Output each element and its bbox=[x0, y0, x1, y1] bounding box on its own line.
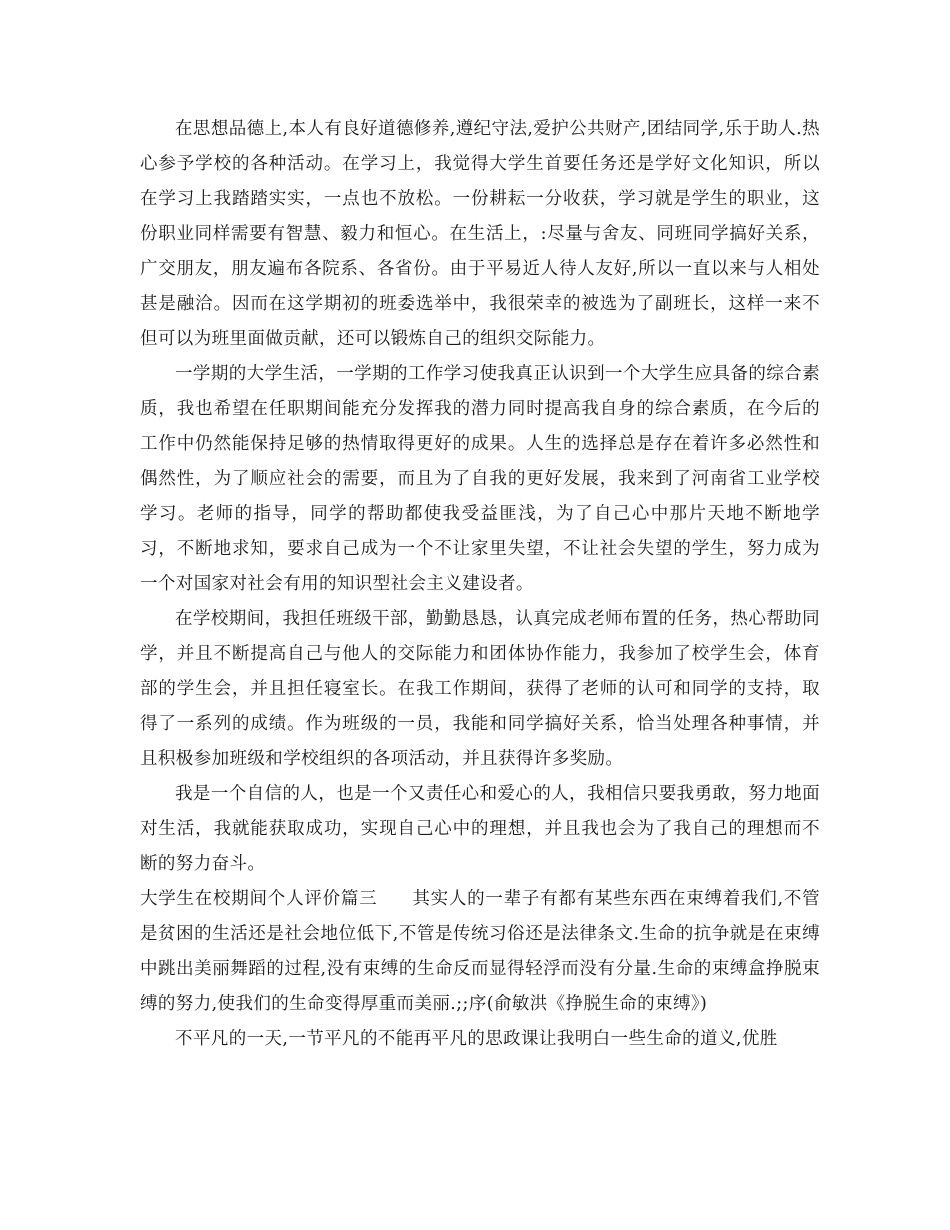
paragraph-4: 我是一个自信的人，也是一个又责任心和爱心的人，我相信只要我勇敢，努力地面对生活，我就能获取成功，实现自己心中的理想，并且我也会为了我自己的理想而不断的努力奋斗。 bbox=[140, 784, 820, 874]
paragraph-3: 在学校期间，我担任班级干部，勤勤恳恳，认真完成老师布置的任务，热心帮助同学，并且不断提高自己与他人的交际能力和团体协作能力，我参加了校学生会，体育部的学生会，并且担任寝室长。在我工作期间，获得了老师的认可和同学的支持，取得了一系列的成绩。作为班级的一员，我能和同学搞好关系，恰当处理各种事情，并且积极参加班级和学校组织的各项活动，并且获得许多奖励。 bbox=[140, 609, 820, 769]
paragraph-1: 在思想品德上,本人有良好道德修养,遵纪守法,爱护公共财产,团结同学,乐于助人.热心参予学校的各种活动。在学习上，我觉得大学生首要任务还是学好文化知识，所以在学习上我踏踏实实，一点也不放松。一份耕耘一分收获，学习就是学生的职业，这份职业同样需要有智慧、毅力和恒心。在生活上，:尽量与舍友、同班同学搞好关系，广交朋友，朋友遍布各院系、各省份。由于平易近人待人友好,所以一直以来与人相处甚是融洽。因而在这学期初的班委选举中，我很荣幸的被选为了副班长，这样一来不但可以为班里面做贡献，还可以锻炼自己的组织交际能力。 bbox=[140, 119, 820, 349]
paragraph-2: 一学期的大学生活，一学期的工作学习使我真正认识到一个大学生应具备的综合素质，我也希望在任职期间能充分发挥我的潜力同时提高我自身的综合素质，在今后的工作中仍然能保持足够的热情取得更好的成果。人生的选择总是存在着许多必然性和偶然性，为了顺应社会的需要，而且为了自我的更好发展，我来到了河南省工业学校学习。老师的指导，同学的帮助都使我受益匪浅，为了自己心中那片天地不断地学习，不断地求知，要求自己成为一个不让家里失望，不让社会失望的学生，努力成为一个对国家对社会有用的知识型社会主义建设者。 bbox=[140, 364, 820, 594]
section-heading: 大学生在校期间个人评价篇三 bbox=[140, 889, 378, 909]
section-paragraph bbox=[140, 882, 820, 1022]
section-paragraph-text: 其实人的一辈子有都有某些东西在束缚着我们,不管是贫困的生活还是社会地位低下,不管是传统习俗还是法律条文.生命的抗争就是在束缚中跳出美丽舞蹈的过程,没有束缚的生命反而显得轻浮而没有分量.生命的束缚盒挣脱束缚的努力,使我们的生命变得厚重而美丽.;;序(俞敏洪《挣脱生命的束缚》) bbox=[140, 889, 820, 1014]
paragraph-last: 不平凡的一天,一节平凡的不能再平凡的思政课让我明白一些生命的道义,优胜 bbox=[175, 1029, 778, 1049]
document-body bbox=[140, 112, 820, 1057]
